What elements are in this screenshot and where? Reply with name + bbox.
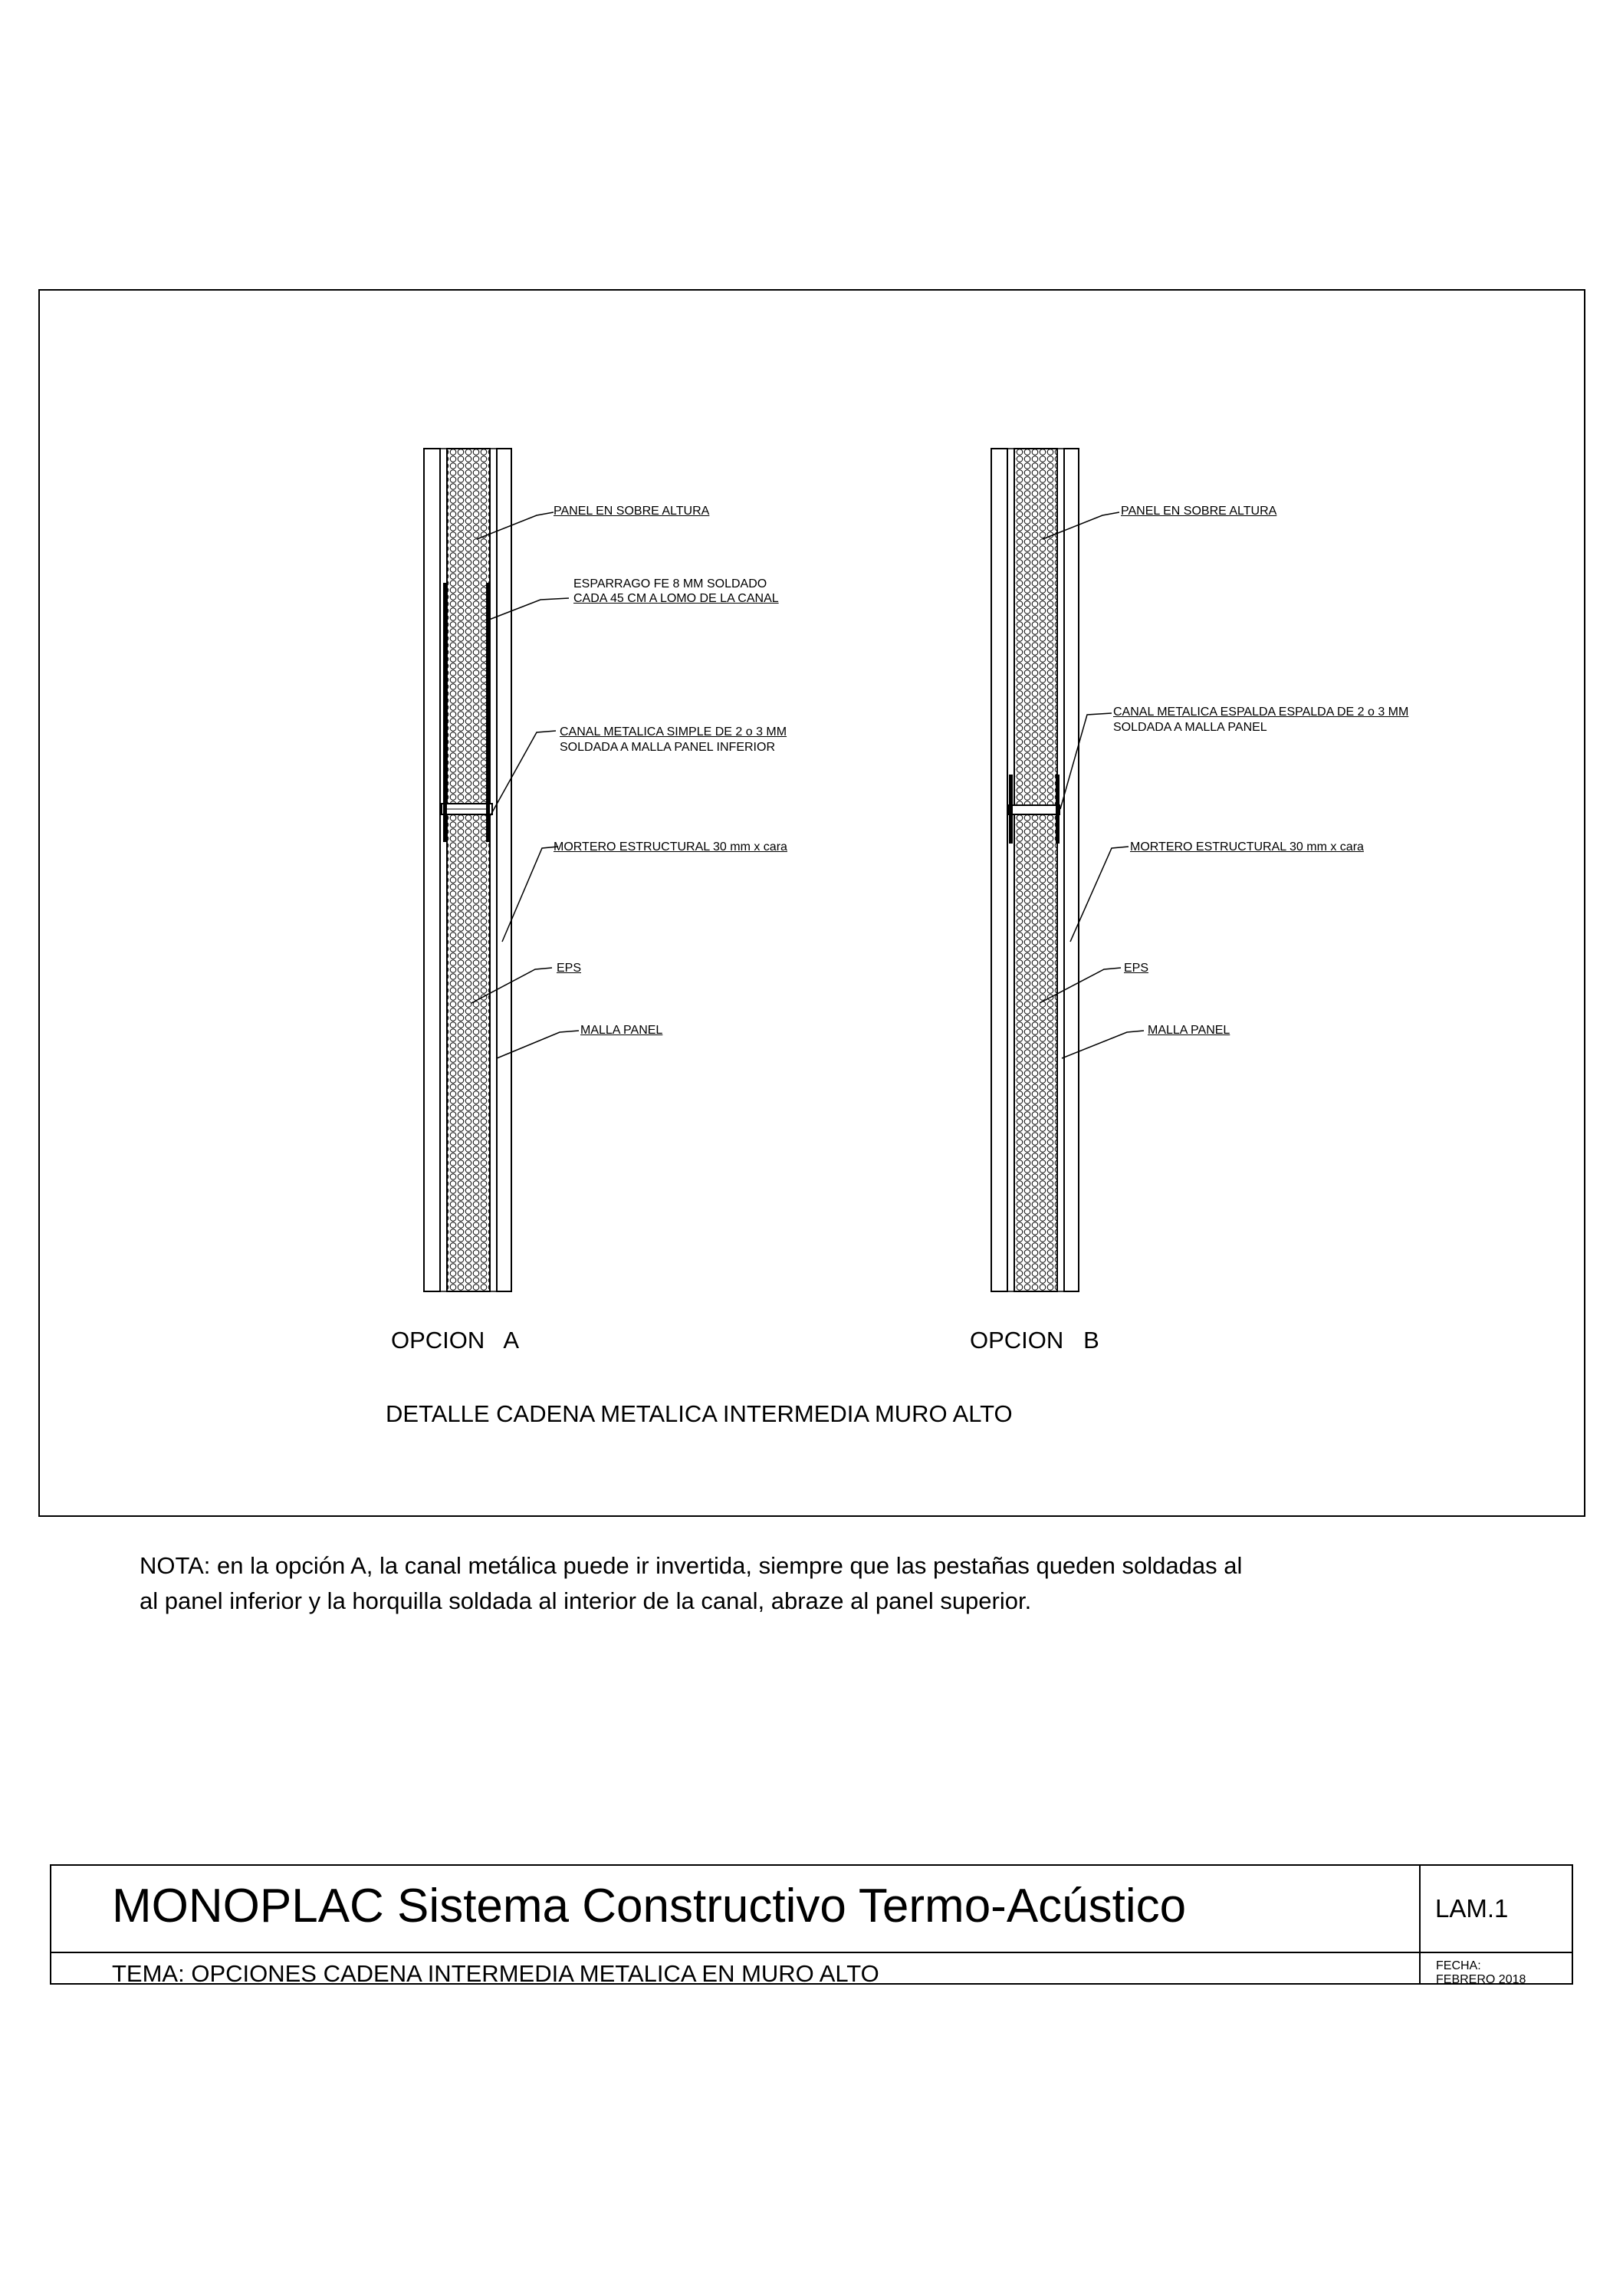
label-canal-line1-b: CANAL METALICA ESPALDA ESPALDA DE 2 o 3 MM [1113,706,1409,719]
wall-section-option-a [424,449,511,1291]
detail-title: DETALLE CADENA METALICA INTERMEDIA MURO ALTO [386,1400,1013,1427]
note-line-2: al panel inferior y la horquilla soldada al interior de la canal, abraze al panel superior. [140,1587,1032,1614]
title-block-date-label: FECHA: [1436,1959,1481,1972]
steel-rod [486,583,490,842]
title-block-subject: TEMA: OPCIONES CADENA INTERMEDIA METALICA EN MURO ALTO [112,1960,879,1987]
label-panel-sobre-altura-a: PANEL EN SOBRE ALTURA [554,505,710,518]
label-eps-b: EPS [1124,962,1149,975]
label-eps-a: EPS [557,962,582,975]
eps-core [447,449,490,1291]
label-mortero-b: MORTERO ESTRUCTURAL 30 mm x cara [1130,840,1364,854]
caption-option-a: OPCION A [391,1327,520,1354]
label-esparrago-line1-a: ESPARRAGO FE 8 MM SOLDADO [573,577,767,590]
note-line-1: NOTA: en la opción A, la canal metálica puede ir invertida, siempre que las pestañas queden soldadas al [140,1552,1243,1579]
caption-option-b: OPCION B [970,1327,1099,1354]
eps-core [1014,449,1057,1291]
label-malla-panel-a: MALLA PANEL [580,1024,663,1037]
title-block-sheet-number: LAM.1 [1435,1894,1509,1923]
title-block-date: FEBRERO 2018 [1436,1973,1526,1986]
label-canal-line1-a: CANAL METALICA SIMPLE DE 2 o 3 MM [560,725,787,738]
label-canal-line2-a: SOLDADA A MALLA PANEL INFERIOR [560,741,775,754]
sheet-border [39,290,1585,1516]
steel-rod [443,583,447,842]
title-block-title: MONOPLAC Sistema Constructivo Termo-Acústico [112,1880,1187,1933]
label-canal-line2-b: SOLDADA A MALLA PANEL [1113,721,1267,734]
wall-section-option-b [991,449,1079,1291]
label-esparrago-line2-a: CADA 45 CM A LOMO DE LA CANAL [573,592,779,605]
label-mortero-a: MORTERO ESTRUCTURAL 30 mm x cara [554,840,787,854]
label-malla-panel-b: MALLA PANEL [1148,1024,1230,1037]
label-panel-sobre-altura-b: PANEL EN SOBRE ALTURA [1121,505,1277,518]
metal-channel [1009,805,1060,814]
